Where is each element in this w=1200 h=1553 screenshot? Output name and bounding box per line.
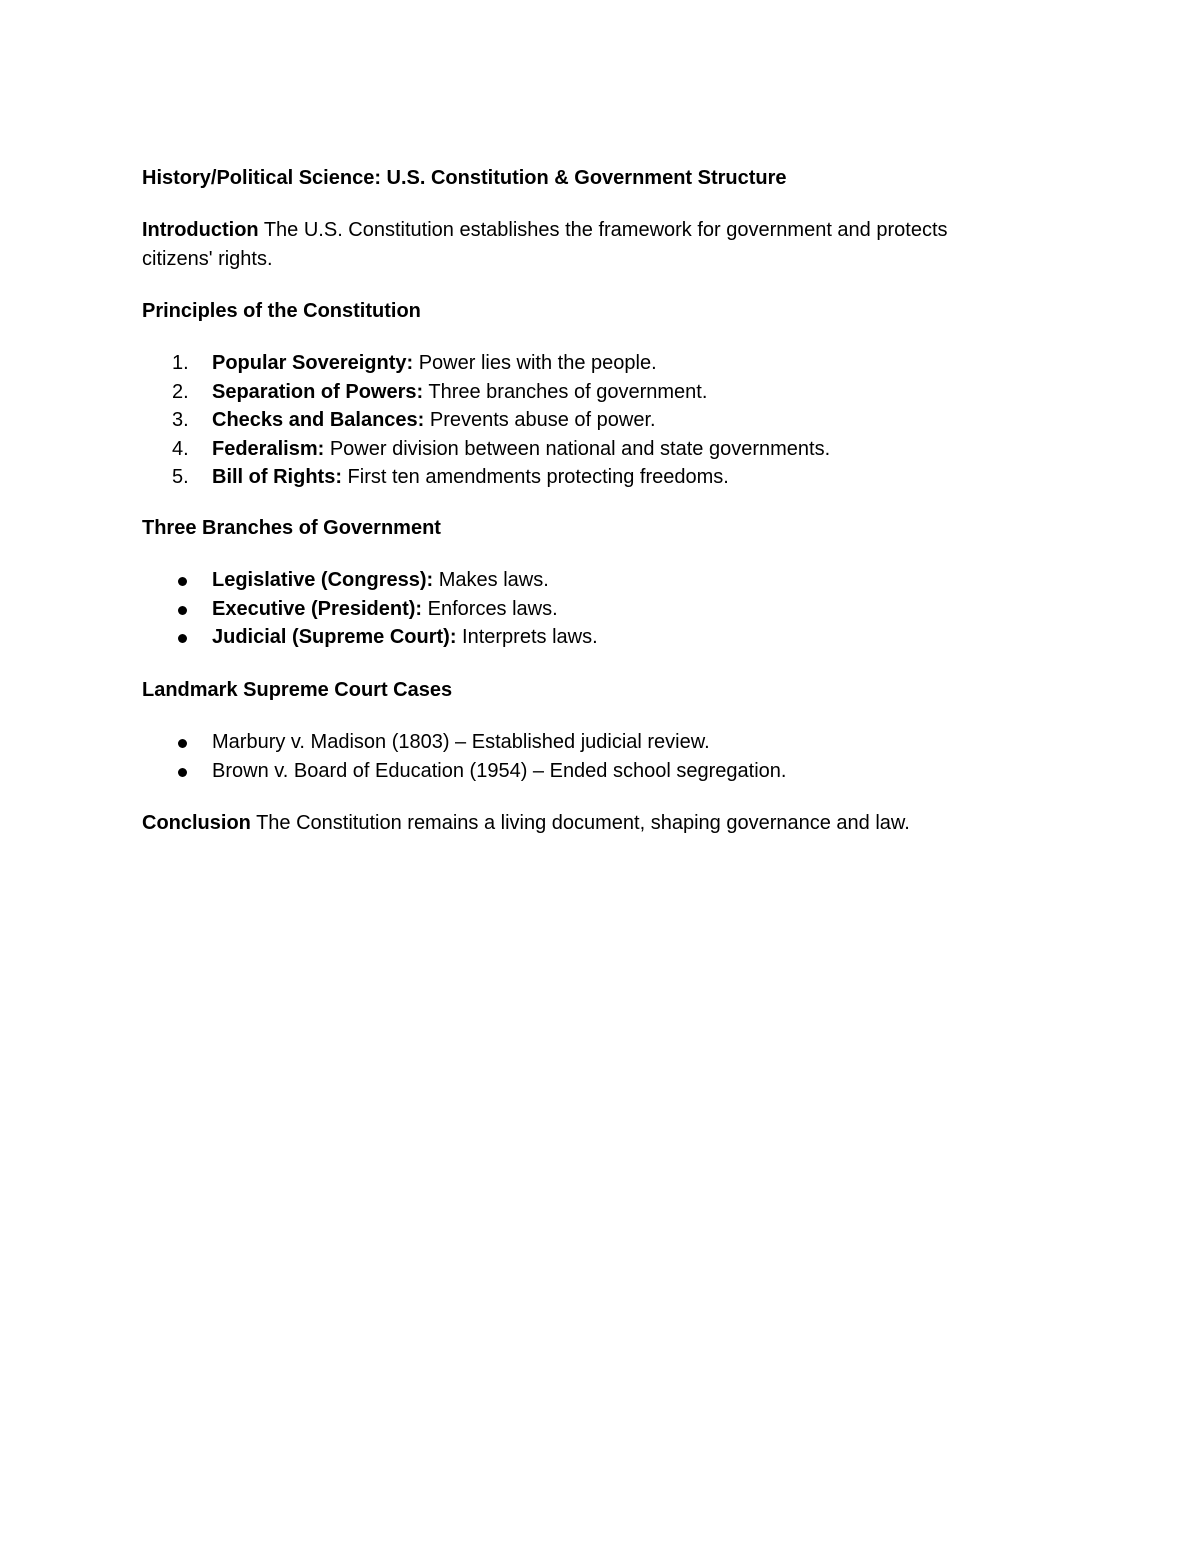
branch-term: Judicial (Supreme Court): [212, 626, 457, 648]
principle-term: Separation of Powers: [212, 380, 424, 403]
case-text: Brown v. Board of Education (1954) – Ended school segregation. [212, 759, 787, 782]
principle-text: Power division between national and state governments. [324, 437, 831, 460]
principle-text: Power lies with the people. [413, 352, 657, 374]
principle-term: Popular Sovereignty: [212, 352, 414, 374]
conclusion-text: The Constitution remains a living document, shaping governance and law. [250, 812, 910, 834]
list-number: 3. [172, 409, 189, 431]
branches-heading: Three Branches of Government [142, 517, 441, 539]
bullet-icon [178, 739, 187, 748]
principle-text: Prevents abuse of power. [424, 409, 656, 431]
conclusion-paragraph [142, 809, 1042, 838]
introduction-paragraph [142, 216, 1022, 273]
list-number: 2. [172, 380, 189, 403]
branch-term: Legislative (Congress): [212, 569, 434, 591]
introduction-label: Introduction [142, 219, 259, 241]
principle-text: Three branches of government. [423, 380, 708, 403]
list-number: 5. [172, 466, 189, 488]
case-text: Marbury v. Madison (1803) – Established judicial review. [212, 731, 710, 753]
principle-term: Bill of Rights: [212, 466, 342, 488]
list-number: 4. [172, 437, 189, 460]
bullet-icon [178, 768, 187, 777]
branch-text: Interprets laws. [456, 626, 598, 648]
cases-heading: Landmark Supreme Court Cases [142, 679, 453, 701]
principle-term: Checks and Balances: [212, 409, 425, 431]
principle-text: First ten amendments protecting freedoms. [341, 466, 729, 488]
principle-term: Federalism: [212, 437, 325, 460]
document-title: History/Political Science: U.S. Constitution & Government Structure [142, 167, 787, 189]
bullet-icon [178, 606, 187, 615]
conclusion-label: Conclusion [142, 812, 251, 834]
branch-term: Executive (President): [212, 597, 423, 620]
list-number: 1. [172, 352, 189, 374]
branch-text: Enforces laws. [422, 597, 558, 620]
bullet-icon [178, 577, 187, 586]
bullet-icon [178, 634, 187, 643]
introduction-text: The U.S. Constitution establishes the framework for government and protects citizens' rights. [142, 219, 948, 270]
branch-text: Makes laws. [433, 569, 549, 591]
principles-heading: Principles of the Constitution [142, 300, 421, 322]
